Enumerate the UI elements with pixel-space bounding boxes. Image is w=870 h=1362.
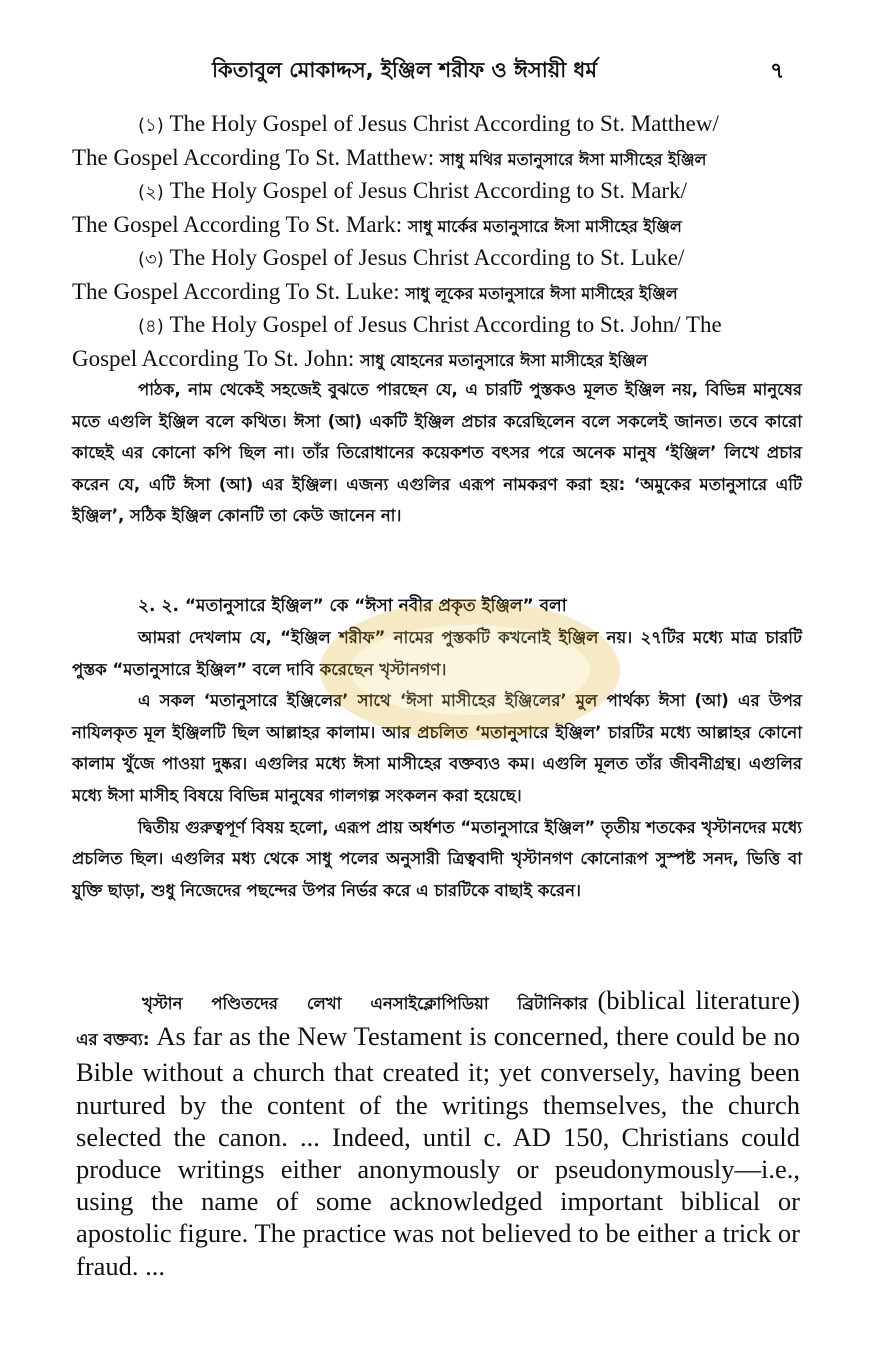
quote-lead-bangla: খৃস্টান পণ্ডিতদের লেখা এনসাইক্লোপিডিয়া ব্রিটানিকার bbox=[142, 994, 588, 1013]
gospel-subtitle: The Gospel According To St. Mark: bbox=[72, 211, 403, 237]
gospel-item-2 bbox=[72, 175, 802, 209]
quote-lead-english: (biblical literature) bbox=[597, 985, 800, 1015]
paragraph-text: দ্বিতীয় গুরুত্বপূর্ণ বিষয় হলো, এরূপ প্রায় অর্ধশত “মতানুসারে ইঞ্জিল” তৃতীয় শতকের খৃস্টানদের মধ্যে প্রচলিত ছিল। এগুলির মধ্য থেকে সাধু পলের অনুসারী ত্রিত্ববাদী খৃস্টানগণ কোনোরূপ সুস্পষ্ট সনদ, ভিত্তি বা যুক্তি ছাড়া, শুধু নিজেদের পছন্দের উপর নির্ভর করে এ চারটিকে বাছাই করেন। bbox=[72, 817, 802, 900]
gospel-number: (২) bbox=[138, 182, 164, 203]
gospel-title: The Holy Gospel of Jesus Christ According to St. Luke/ bbox=[169, 245, 685, 270]
gospel-subtitle: The Gospel According To St. Matthew: bbox=[72, 144, 435, 170]
paragraph-intro bbox=[72, 374, 802, 532]
paragraph-text: আমরা দেখলাম যে, “ইঞ্জিল শরীফ” নামের পুস্তকটি কখনোই ইঞ্জিল নয়। ২৭টির মধ্যে মাত্র চারটি পুস্তক “মতানুসারে ইঞ্জিল” বলে দাবি করেছেন খৃস্টানগণ। bbox=[72, 628, 802, 679]
gospel-item-1-line2 bbox=[72, 142, 802, 176]
gospel-bangla-name: সাধু যোহনের মতানুসারে ঈসা মাসীহের ইঞ্জিল bbox=[360, 350, 648, 370]
gospel-bangla-name: সাধু মার্কের মতানুসারে ঈসা মাসীহের ইঞ্জিল bbox=[407, 216, 682, 236]
section-heading: ২. ২. “মতানুসারে ইঞ্জিল” কে “ঈসা নবীর প্রকৃত ইঞ্জিল” বলা bbox=[138, 596, 567, 616]
gospel-item-4-line2 bbox=[72, 343, 802, 377]
quote-text: As far as the New Testament is concerned, there could be no Bible without a church that created it; yet conversely, having been nurtured by the content of the writings themselves, the church selected the canon. ... Indeed, until c. AD 150, Christians could produce writings either anonymously or pseudonymously—i.e., using the name of some acknowledged important biblical or apostolic figure. The practice was not believed to be either a trick or fraud. ... bbox=[76, 1021, 800, 1281]
paragraph-text: এ সকল ‘মতানুসারে ইঞ্জিলের’ সাথে ‘ঈসা মাসীহের ইঞ্জিলের’ মুল পার্থক্য ঈসা (আ) এর উপর নাযিলকৃত মূল ইঞ্জিলটি ছিল আল্লাহর কালাম। আর প্রচলিত ‘মতানুসারে ইঞ্জিল’ চারটির মধ্যে আল্লাহর কোনো কালাম খুঁজে পাওয়া দুষ্কর। এগুলির মধ্যে ঈসা মাসীহের বক্তব্যও কম। এগুলি মূলত তাঁর জীবনীগ্রন্থ। এগুলির মধ্যে ঈসা মাসীহ বিষয়ে বিভিন্ন মানুষের গালগল্প সংকলন করা হয়েছে। bbox=[72, 691, 802, 805]
gospel-number: (৩) bbox=[138, 249, 164, 270]
gospel-item-1 bbox=[72, 108, 802, 142]
paragraph-text: পাঠক, নাম থেকেই সহজেই বুঝতে পারছেন যে, এ চারটি পুস্তকও মূলত ইঞ্জিল নয়, বিভিন্ন মানুষের মতে এগুলি ইঞ্জিল বলে কথিত। ঈসা (আ) একটি ইঞ্জিল প্রচার করেছিলেন বলে সকলেই জানত। তবে কারো কাছেই এর কোনো কপি ছিল না। তাঁর তিরোধানের কয়েকশত বৎসর পরে অনেক মানুষ ‘ইঞ্জিল’ লিখে প্রচার করেন যে, এটি ঈসা (আ) এর ইঞ্জিল। এজন্য এগুলির এরূপ নামকরণ করা হয়: ‘অমুকের মতানুসারে এটি ইঞ্জিল’, সঠিক ইঞ্জিল কোনটি তা কেউ জানেন না। bbox=[72, 380, 802, 526]
quote-paragraph bbox=[76, 984, 800, 1282]
gospel-item-3-line2 bbox=[72, 276, 802, 310]
gospel-item-2-line2 bbox=[72, 209, 802, 243]
gospel-item-4 bbox=[72, 309, 802, 343]
section-body bbox=[72, 622, 802, 906]
gospel-list bbox=[72, 108, 802, 376]
encyclopedia-quote bbox=[76, 984, 800, 1282]
gospel-title: The Holy Gospel of Jesus Christ According to St. John/ The bbox=[169, 312, 722, 337]
gospel-number: (৪) bbox=[138, 316, 164, 337]
gospel-bangla-name: সাধু লূকের মতানুসারে ঈসা মাসীহের ইঞ্জিল bbox=[405, 283, 678, 303]
header-title: কিতাবুল মোকাদ্দস, ইঞ্জিল শরীফ ও ঈসায়ী ধর্ম bbox=[212, 58, 597, 82]
gospel-subtitle: Gospel According To St. John: bbox=[72, 345, 355, 371]
page-number: ৭ bbox=[770, 59, 785, 84]
running-header bbox=[0, 54, 870, 90]
gospel-number: (১) bbox=[138, 115, 164, 136]
gospel-bangla-name: সাধু মথির মতানুসারে ঈসা মাসীহের ইঞ্জিল bbox=[439, 149, 707, 169]
gospel-title: The Holy Gospel of Jesus Christ According to St. Matthew/ bbox=[169, 111, 719, 136]
quote-lead-bangla-2: এর বক্তব্য: bbox=[76, 1030, 150, 1050]
gospel-subtitle: The Gospel According To St. Luke: bbox=[72, 278, 400, 304]
gospel-title: The Holy Gospel of Jesus Christ According to St. Mark/ bbox=[169, 178, 687, 203]
gospel-item-3 bbox=[72, 242, 802, 276]
